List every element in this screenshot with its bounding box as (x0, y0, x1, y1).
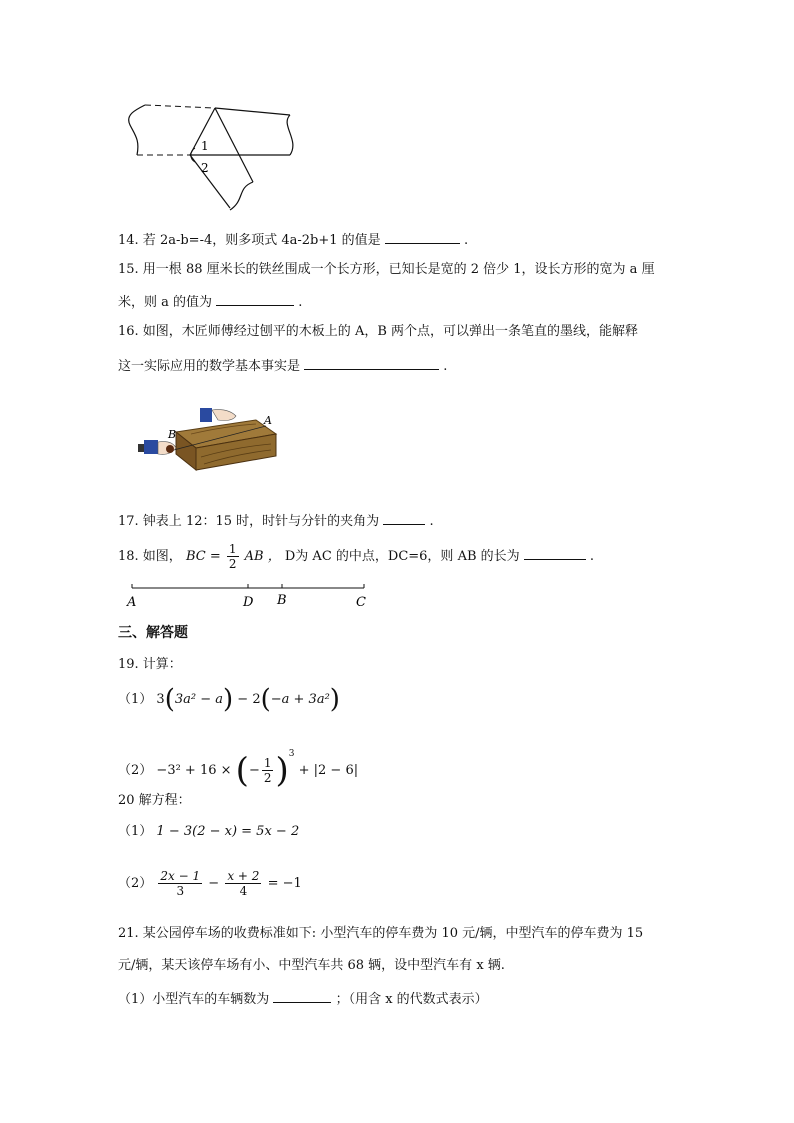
question-16-line2: 这一实际应用的数学基本事实是 . (118, 355, 447, 376)
question-16-line1: 16. 如图，木匠师傅经过刨平的木板上的 A，B 两个点，可以弹出一条笔直的墨线，能解释 (118, 324, 639, 339)
section-heading: 三、解答题 (118, 625, 188, 641)
angle-2-label: 2 (201, 161, 209, 175)
q18-fraction: $\frac{1}{2}$ (228, 542, 237, 571)
question-21-line1: 21. 某公园停车场的收费标准如下: 小型汽车的停车费为 10 元/辆，中型汽车的停车费为 15 (118, 926, 644, 941)
question-20-title: 20 解方程： (118, 793, 191, 808)
fold-figure (125, 100, 305, 215)
q14-text: 14. 若 2a-b=-4，则多项式 4a-2b+1 的值是 (118, 233, 381, 248)
q21-answer-blank[interactable] (273, 988, 331, 1003)
question-15-line2: 米，则 a 的值为 . (118, 291, 302, 312)
question-14: 14. 若 2a-b=-4，则多项式 4a-2b+1 的值是 . (118, 229, 468, 250)
q19-part2: （2） −3² + 16 × (− $\frac{1}{2}$ )$^3$ + |2 − 6| (118, 749, 359, 791)
point-b-label: B (168, 428, 177, 441)
question-15-line1: 15. 用一根 88 厘米长的铁丝围成一个长方形，已知长是宽的 2 倍少 1，设长方形的宽为 a 厘 (118, 262, 655, 277)
q17-answer-blank[interactable] (383, 510, 425, 525)
point-a-label: A (264, 414, 272, 427)
q19-part1: （1） 3(3a² − a) − 2(−a + 3a²) (118, 684, 340, 715)
point-c: C (356, 595, 366, 610)
point-b: B (277, 593, 287, 608)
q16-answer-blank[interactable] (304, 355, 439, 370)
point-a: A (127, 595, 137, 610)
q20-part2: （2） $\frac{2x - 1}{3}$ − $\frac{x + 2}{4}$ = −1 (118, 869, 302, 898)
question-17: 17. 钟表上 12：15 时，时针与分针的夹角为 . (118, 510, 434, 531)
q20-part1: （1） 1 − 3(2 − x) = 5x − 2 (118, 824, 300, 839)
angle-1-label: 1 (201, 139, 209, 153)
q21-part1: （1）小型汽车的车辆数为 ；（用含 x 的代数式表示） (118, 988, 488, 1009)
segment-figure (124, 582, 374, 612)
q18-answer-blank[interactable] (524, 545, 586, 560)
q15-answer-blank[interactable] (216, 291, 294, 306)
question-18: 18. 如图， BC = $\frac{1}{2}$ AB ， D为 AC 的中点，DC=6，则 AB 的长为 . (118, 542, 595, 571)
question-21-line2: 元/辆，某天该停车场有小、中型汽车共 68 辆，设中型汽车有 x 辆. (118, 958, 505, 973)
point-d: D (243, 595, 254, 610)
question-19-title: 19. 计算： (118, 657, 182, 672)
woodboard-figure (136, 402, 286, 477)
q14-answer-blank[interactable] (385, 229, 460, 244)
